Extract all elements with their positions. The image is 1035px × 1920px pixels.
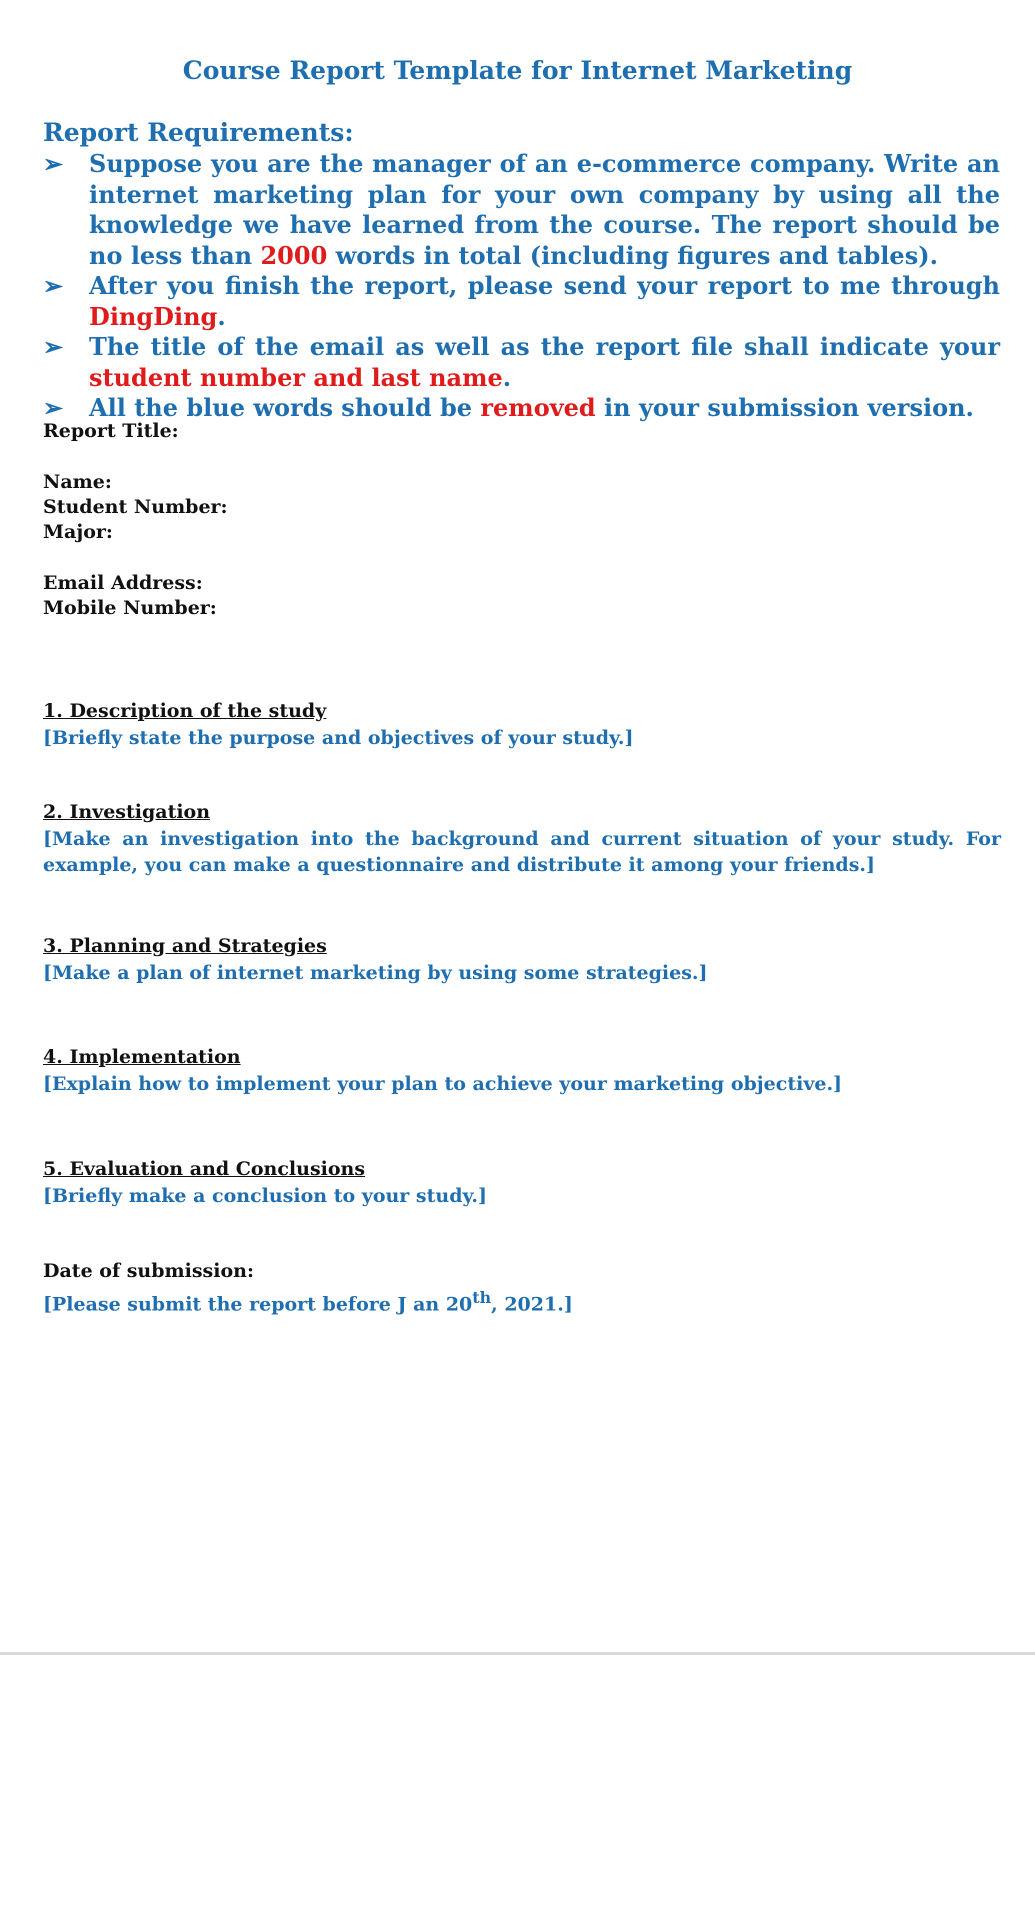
section-heading-implementation: 4. Implementation [43, 1046, 241, 1068]
section-note-investigation: [Make an investigation into the background and current situation of your study. For example, you can make a questionnaire and distribute it among your friends.] [43, 828, 1001, 876]
requirement-highlight: DingDing [89, 301, 218, 331]
mobile-label: Mobile Number: [43, 597, 217, 619]
requirement-text: After you finish the report, please send your report to me through [89, 271, 1000, 300]
requirement-highlight: removed [480, 393, 596, 422]
requirement-item [43, 271, 1000, 332]
email-label: Email Address: [43, 572, 203, 594]
arrow-bullet-icon: ➢ [43, 271, 64, 300]
name-label: Name: [43, 471, 112, 493]
arrow-bullet-icon: ➢ [43, 393, 64, 422]
requirement-text: The title of the email as well as the report file shall indicate your [89, 332, 1000, 361]
requirement-highlight: student number and last name [89, 362, 503, 392]
section-note-description: [Briefly state the purpose and objectives of your study.] [43, 727, 634, 749]
requirements-heading: Report Requirements: [43, 118, 354, 147]
arrow-bullet-icon: ➢ [43, 149, 64, 178]
submission-date-label: Date of submission: [43, 1260, 254, 1282]
section-heading-evaluation: 5. Evaluation and Conclusions [43, 1158, 366, 1180]
major-label: Major: [43, 521, 113, 543]
submission-note-text-end: , 2021.] [491, 1293, 573, 1316]
requirement-item [43, 149, 1000, 271]
requirement-text-end: words in total (including figures and tables). [327, 240, 938, 270]
submission-note [43, 1285, 1001, 1317]
submission-note-text: [Please submit the report before J an 20 [43, 1293, 473, 1316]
requirement-item [43, 332, 1000, 393]
document-title: Course Report Template for Internet Marketing [182, 56, 853, 85]
page-divider [0, 1652, 1035, 1655]
section-heading-investigation: 2. Investigation [43, 801, 211, 823]
section-note-implementation: [Explain how to implement your plan to achieve your marketing objective.] [43, 1073, 843, 1095]
requirement-text: Suppose you are the manager of an e-commerce company. Write an internet marketing plan for your own company by using all the knowledge we have learned from the course. The report should be no less than [89, 149, 1000, 270]
section-note-planning: [Make a plan of internet marketing by using some strategies.] [43, 962, 708, 984]
requirement-text-end: . [217, 301, 226, 331]
requirement-item [43, 393, 1000, 424]
arrow-bullet-icon: ➢ [43, 332, 64, 361]
requirements-list [43, 149, 1000, 424]
submission-note-superscript: th [472, 1288, 492, 1307]
section-note-evaluation: [Briefly make a conclusion to your study.] [43, 1185, 487, 1207]
section-heading-description: 1. Description of the study [43, 700, 327, 722]
requirement-text: All the blue words should be [89, 393, 481, 422]
requirement-text-end: . [502, 362, 512, 392]
report-title-label: Report Title: [43, 420, 179, 442]
student-number-label: Student Number: [43, 496, 228, 518]
requirement-highlight: 2000 [260, 240, 328, 270]
requirement-text-end: in your submission version. [595, 393, 974, 422]
section-heading-planning: 3. Planning and Strategies [43, 935, 327, 957]
